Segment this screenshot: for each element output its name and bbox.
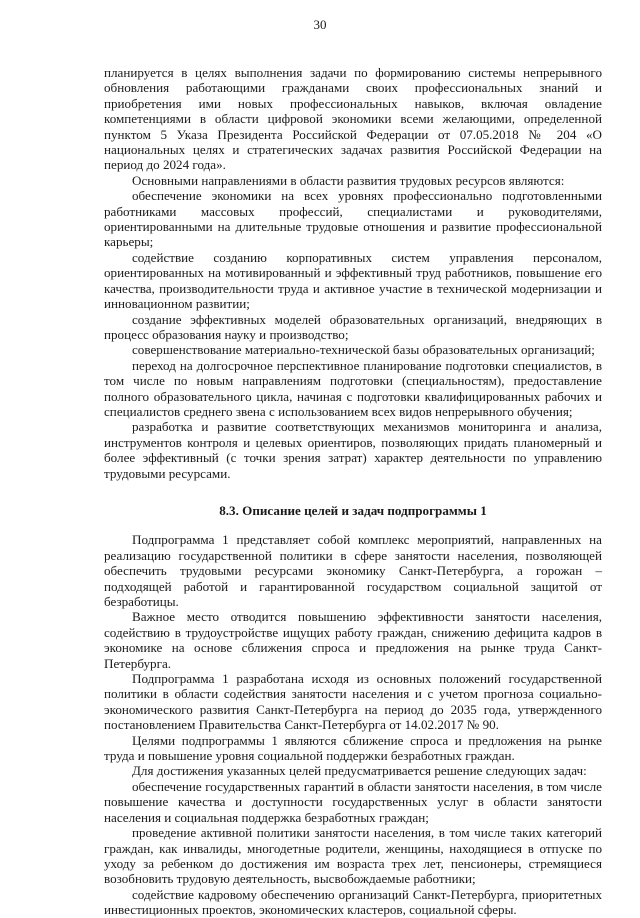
paragraph: Основными направлениями в области развития трудовых ресурсов являются: — [132, 172, 565, 188]
paragraph: планируется в целях выполнения задачи по формированию системы непрерывного обновления работающими гражданами своих профессиональных знаний и приобретения ими новых профессиональных навыков, включая овладение компетенциями в области цифровой экономики всеми желающими, определенной пунктом 5 Указа Президента Российской Федерации от 07.05.2018 № 204 «О национальных целях и стратегических задачах развития Российской Федерации на период до 2024 года». — [104, 65, 602, 173]
list-item: переход на долгосрочное перспективное планирование подготовки специалистов, в том числе по новым направлениям подготовки (специальностям), предоставление полного образовательного цикла, начиная с подготовки квалифицированных рабочих и специалистов среднего звена с использованием всех видов непрерывного обучения; — [104, 357, 602, 419]
paragraph: Важное место отводится повышению эффективности занятости населения, содействию в трудоустройстве ищущих работу граждан, снижению дефицита кадров в экономике на основе сближения спроса и предложения на рынке труда Санкт-Петербурга. — [104, 609, 602, 671]
document-body — [104, 65, 602, 918]
list-item: обеспечение государственных гарантий в области занятости населения, в том числе повышение качества и доступности государственных услуг в области занятости населения и социальная поддержка безработных граждан; — [104, 778, 602, 825]
list-item: проведение активной политики занятости населения, в том числе таких категорий граждан, как инвалиды, многодетные родители, женщины, находящиеся в отпуске по уходу за ребенком до достижения им возраста трех лет, пенсионеры, стремящиеся возобновить трудовую деятельность, высвобождаемые работники; — [104, 825, 602, 887]
paragraph: Для достижения указанных целей предусматривается решение следующих задач: — [132, 763, 587, 779]
list-item: создание эффективных моделей образовательных организаций, внедряющих в процесс образования науку и производство; — [104, 311, 602, 342]
list-item: обеспечение экономики на всех уровнях профессионально подготовленными работниками массовых профессий, специалистами и руководителями, ориентированными на длительные трудовые отношения и развитие профессиональной карьеры; — [104, 188, 602, 250]
spacer — [104, 481, 602, 503]
list-item: содействие созданию корпоративных систем управления персоналом, ориентированных на мотивированный и эффективный труд работников, повышение его качества, производительности труда и активное участие в технической модернизации и инновационном развитии; — [104, 249, 602, 312]
list-item: разработка и развитие соответствующих механизмов мониторинга и анализа, инструментов контроля и целевых ориентиров, позволяющих придать планомерный и более эффективный (с точки зрения затрат) характер деятельности по управлению трудовыми ресурсами. — [104, 419, 602, 481]
paragraph: Подпрограмма 1 представляет собой комплекс мероприятий, направленных на реализацию государственной политики в сфере занятости населения, позволяющей обеспечить трудовыми ресурсами экономику Санкт-Петербурга, а горожан – подходящей работой и гарантированной государством социальной защитой от безработицы. — [104, 532, 602, 609]
paragraph: Целями подпрограммы 1 являются сближение спроса и предложения на рынке труда и повышение уровня социальной поддержки безработных граждан. — [104, 732, 602, 764]
list-item: содействие кадровому обеспечению организаций Санкт-Петербурга, приоритетных инвестиционных проектов, экономических кластеров, социальной сферы. — [104, 886, 602, 918]
page-number: 30 — [313, 17, 327, 32]
spacer — [104, 518, 602, 532]
list-item: совершенствование материально-технической базы образовательных организаций; — [132, 342, 595, 358]
section-heading: 8.3. Описание целей и задач подпрограммы 1 — [219, 502, 487, 518]
paragraph: Подпрограмма 1 разработана исходя из основных положений государственной политики в области содействия занятости населения и с учетом прогноза социально-экономического развития Санкт-Петербурга на период до 2035 года, утвержденного постановлением Правительства Санкт-Петербурга от 14.02.2017 № 90. — [104, 671, 602, 733]
